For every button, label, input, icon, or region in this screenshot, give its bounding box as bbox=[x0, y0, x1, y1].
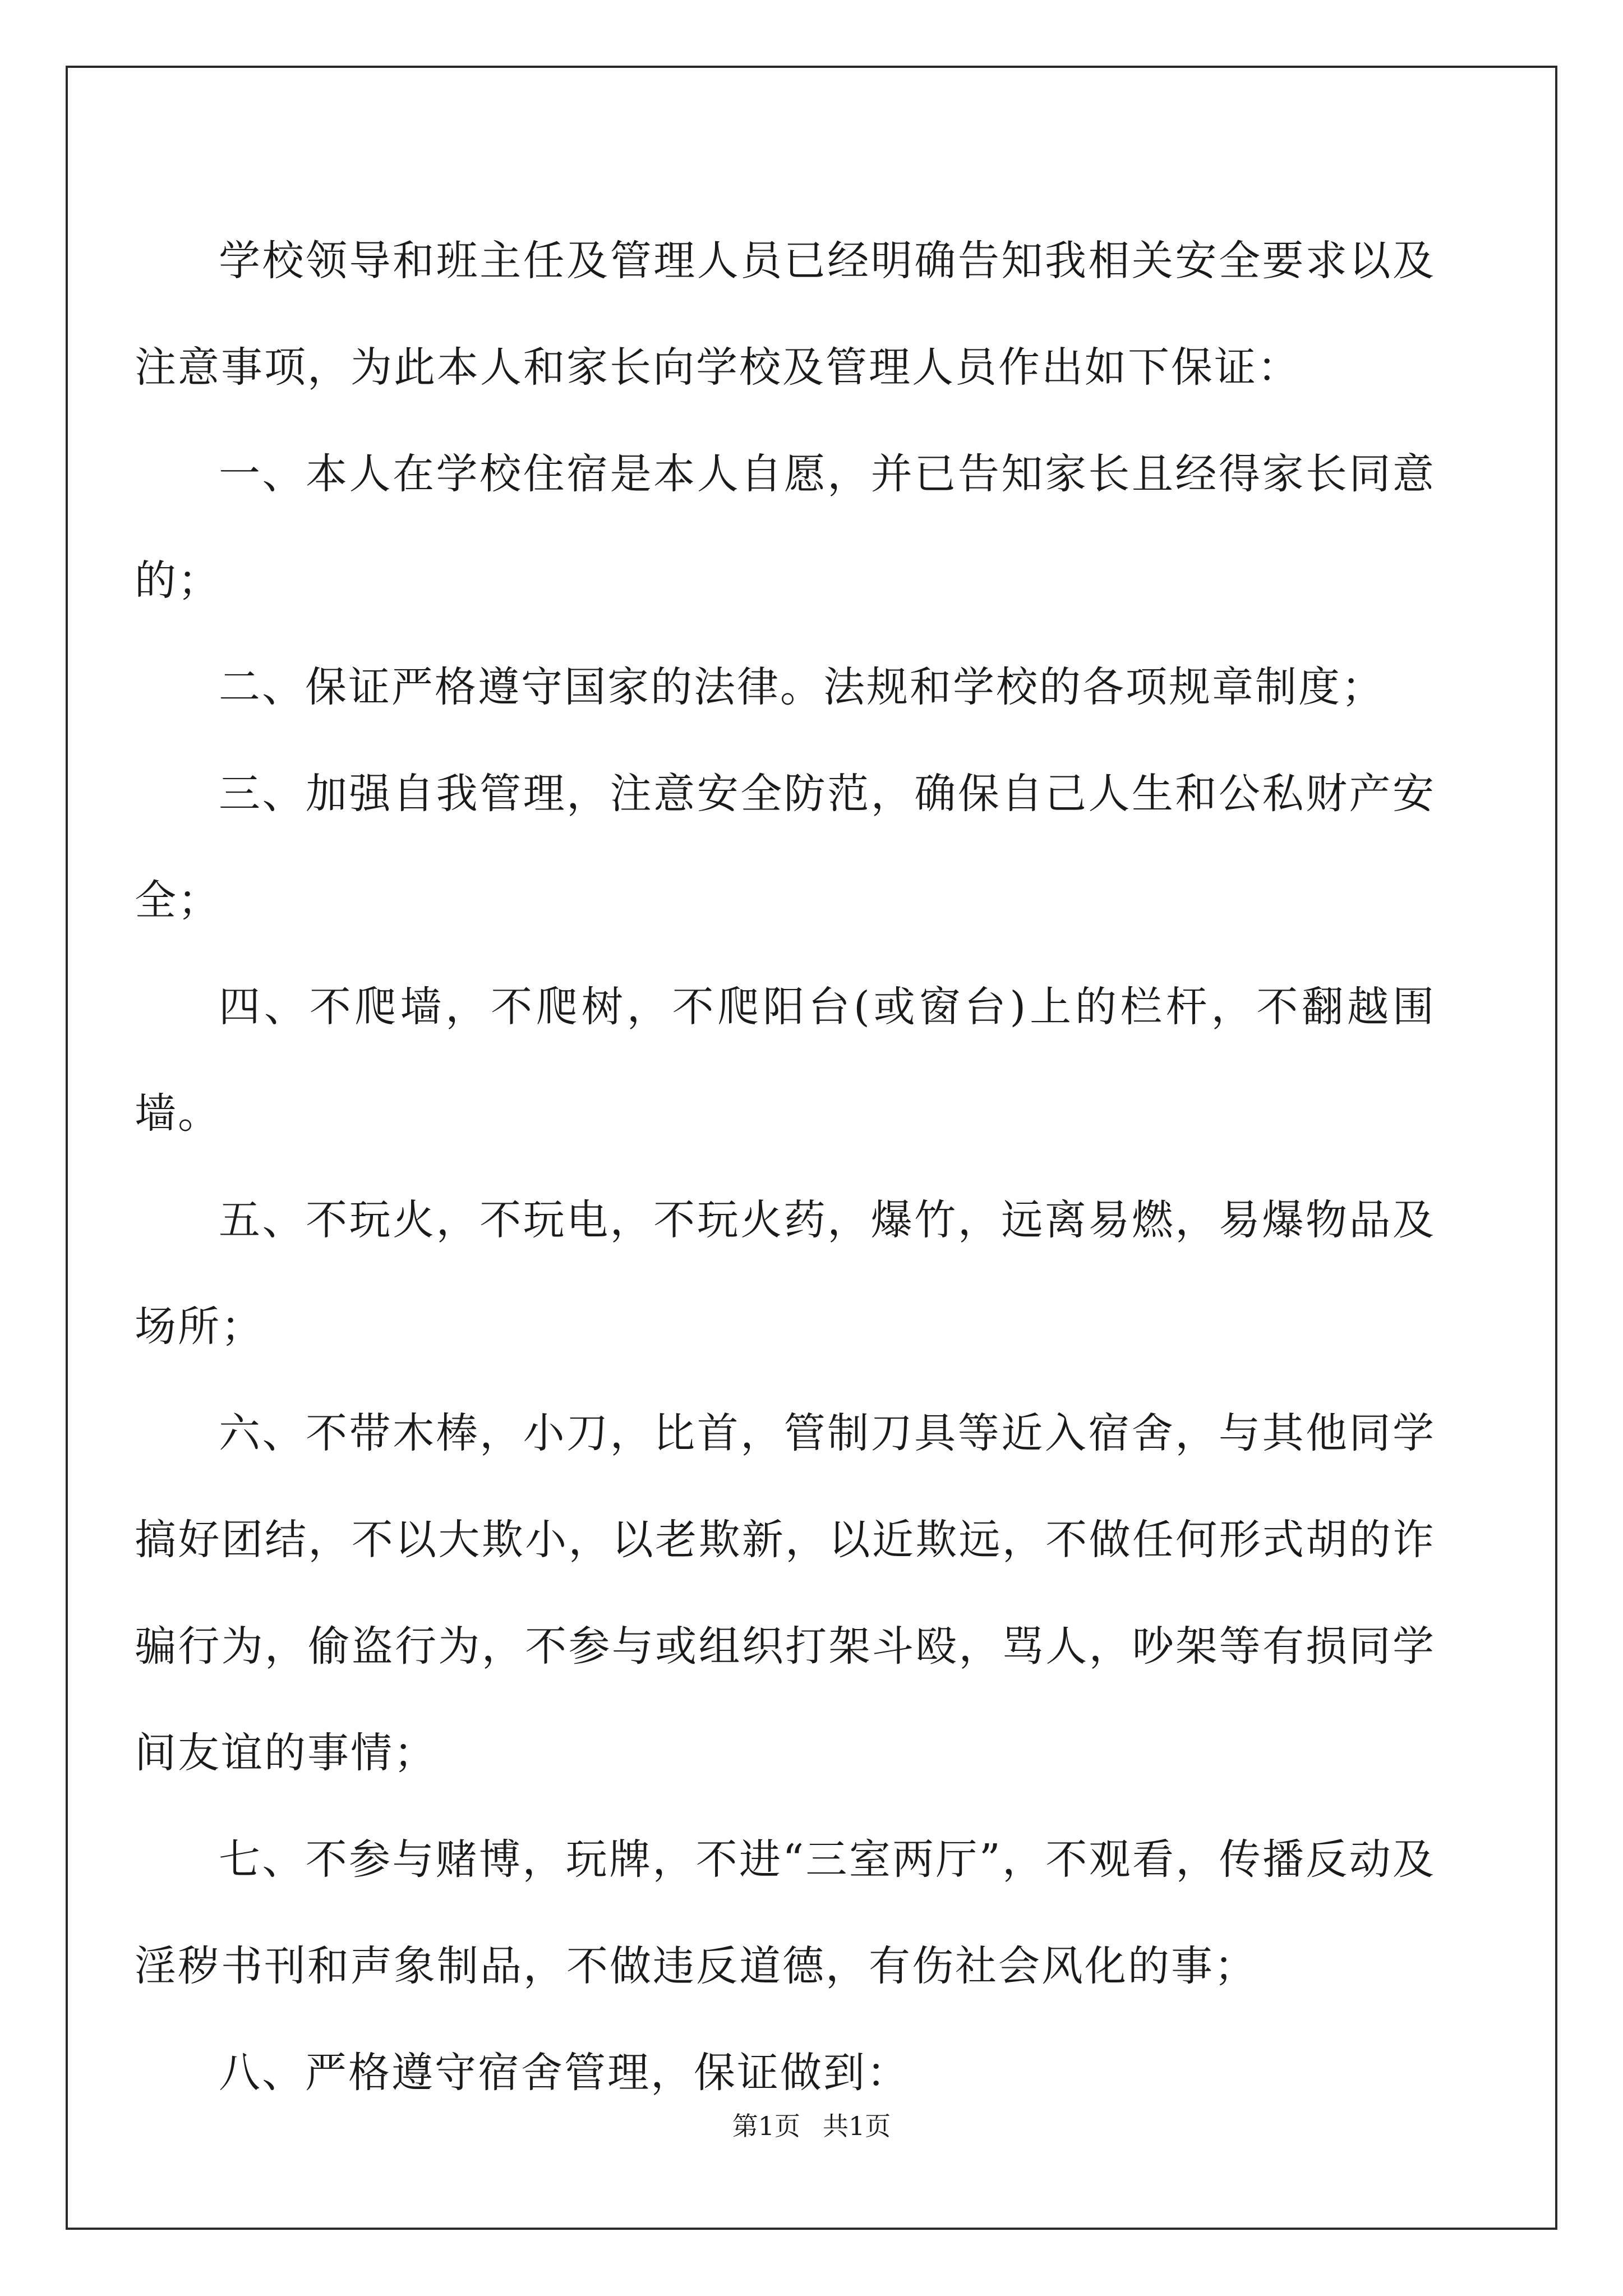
paragraph-intro: 学校领导和班主任及管理人员已经明确告知我相关安全要求以及注意事项，为此本人和家长向学校及管理人员作出如下保证： bbox=[135, 237, 1436, 392]
paragraph-item-6: 六、不带木棒，小刀，比首，管制刀具等近入宿舍，与其他同学搞好团结，不以大欺小，以老欺新，以近欺远，不做任何形式胡的诈骗行为，偷盗行为，不参与或组织打架斗殴，骂人，吵架等有损同学间友谊的事情； bbox=[135, 1409, 1436, 1777]
page-number-current: 第1页 bbox=[732, 2111, 800, 2141]
paragraph-item-3: 三、加强自我管理，注意安全防范，确保自己人生和公私财产安全； bbox=[135, 770, 1436, 924]
document-body bbox=[135, 208, 1436, 2126]
paragraph-item-8: 八、严格遵守宿舍管理，保证做到： bbox=[219, 2049, 910, 2097]
paragraph-item-4: 四、不爬墙，不爬树，不爬阳台(或窗台)上的栏杆，不翻越围墙。 bbox=[135, 983, 1436, 1138]
page-number-total: 共1页 bbox=[823, 2111, 891, 2141]
paragraph-item-5: 五、不玩火，不玩电，不玩火药，爆竹，远离易燃，易爆物品及场所； bbox=[135, 1196, 1436, 1351]
paragraph-item-2: 二、保证严格遵守国家的法律。法规和学校的各项规章制度； bbox=[219, 663, 1385, 711]
paragraph-item-1: 一、本人在学校住宿是本人自愿，并已告知家长且经得家长同意的； bbox=[135, 450, 1436, 605]
paragraph-item-7: 七、不参与赌博，玩牌，不进“三室两厅”，不观看，传播反动及淫秽书刊和声象制品，不做违反道德，有伤社会风化的事； bbox=[135, 1835, 1436, 1990]
page-footer bbox=[0, 2109, 1623, 2143]
